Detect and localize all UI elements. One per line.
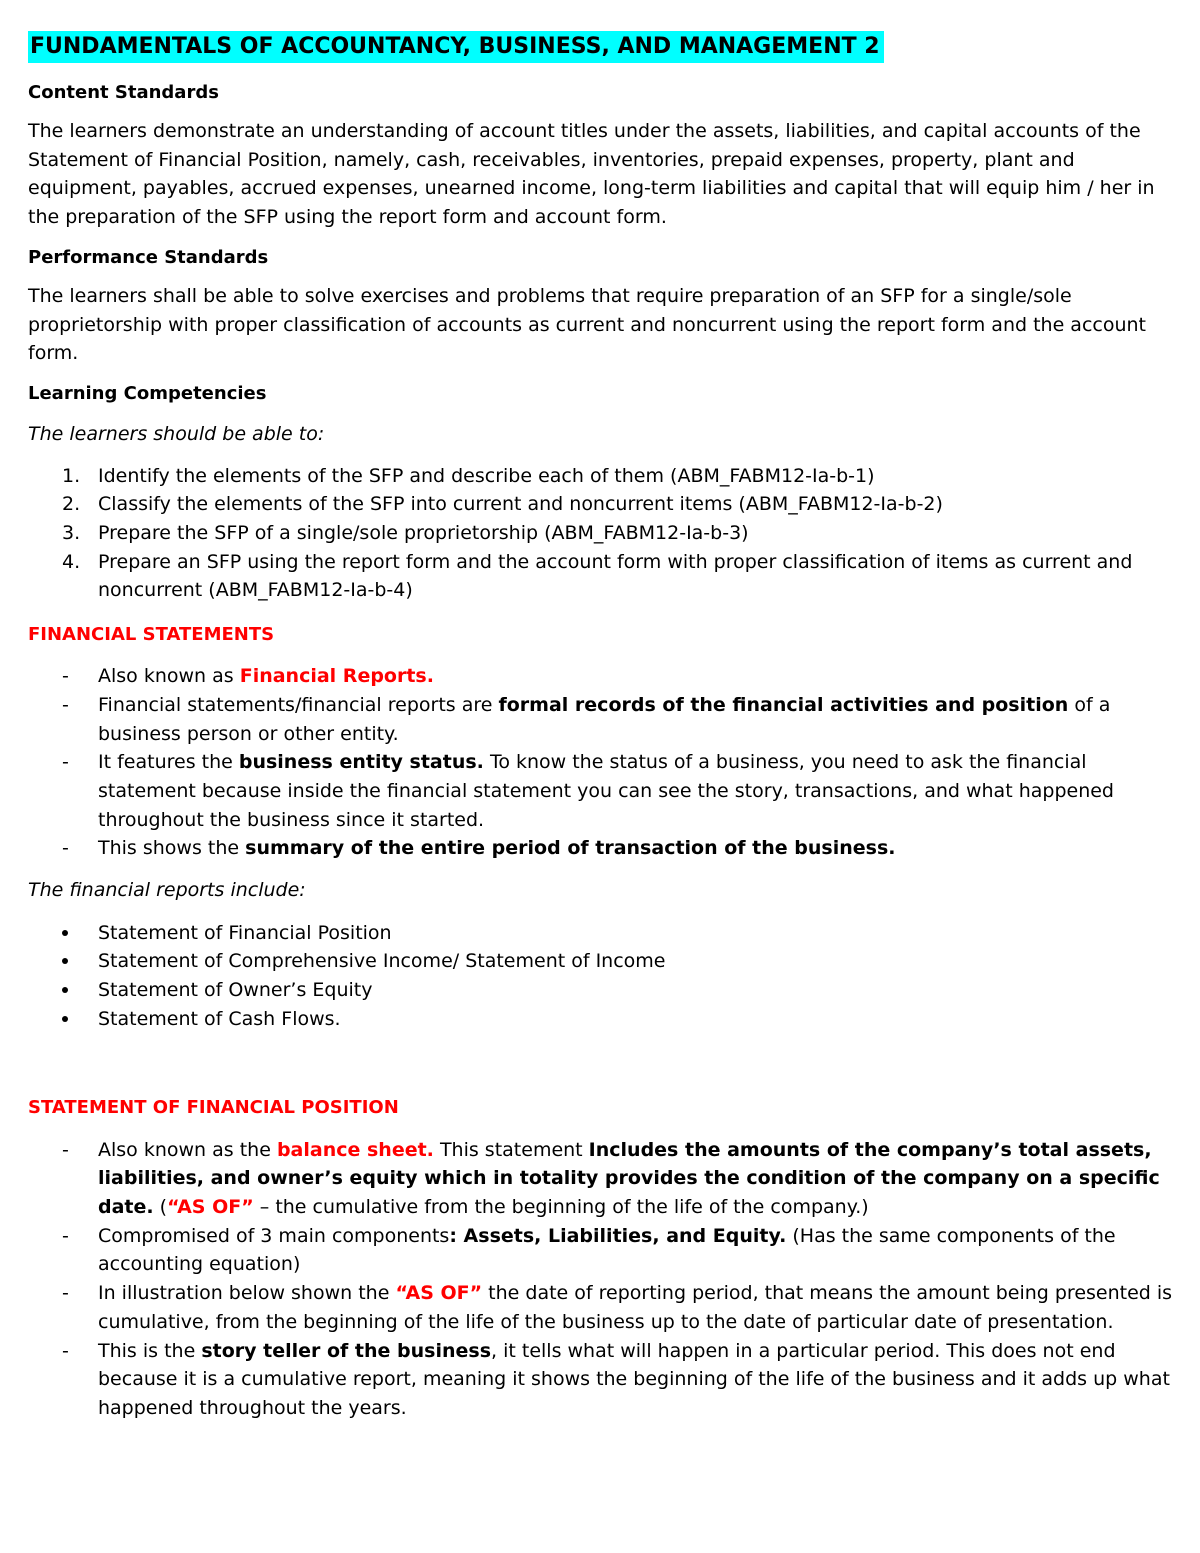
sfp-b1-as-of: “AS OF”	[167, 1195, 254, 1218]
sfp-b2-post: (Has the same components of the accounting equation)	[98, 1224, 1116, 1276]
performance-standards-heading: Performance Standards	[28, 246, 269, 268]
sfp-b1-open: (	[153, 1195, 168, 1218]
list-number: 2.	[62, 493, 81, 516]
list-item	[28, 1279, 1178, 1336]
fs-b4-bold: summary of the entire period of transaction of the business.	[245, 837, 896, 860]
performance-standards-text: The learners shall be able to solve exercises and problems that require preparation of an SFP for a single/sole proprietorship with proper classification of accounts as current and noncurrent using the report form and the account form.	[28, 284, 1147, 365]
document-page	[28, 31, 1178, 1423]
sfp-b1-post: – the cumulative from the beginning of the life of the company.)	[253, 1195, 869, 1218]
dash-marker: -	[62, 1282, 69, 1305]
list-number: 1.	[62, 464, 81, 487]
report-name: Statement of Cash Flows.	[98, 1007, 341, 1030]
sfp-b4-post: , it tells what will happen in a particular period. This does not end because it is a cumulative report, meaning it shows the beginning of the life of the business and it adds up what happened throughout the years.	[98, 1339, 1170, 1419]
competency-text: Prepare the SFP of a single/sole proprietorship (ABM_FABM12-Ia-b-3)	[98, 522, 749, 545]
list-item	[28, 519, 1178, 548]
list-item	[28, 834, 1178, 863]
financial-reports-list	[28, 919, 1178, 1034]
fs-b1-pre: Also known as	[98, 665, 240, 688]
dash-marker: -	[62, 665, 69, 688]
content-standards-text: The learners demonstrate an understanding of account titles under the assets, liabilities, and capital accounts of the Statement of Financial Position, namely, cash, receivables, inventories, prepaid expenses, property, plant and equipment, payables, accrued expenses, unearned income, long-term liabilities and capital that will equip him / her in the preparation of the SFP using the report form and account form.	[28, 120, 1155, 229]
sfp-b4-pre: This is the	[98, 1339, 202, 1362]
financial-statements-list	[28, 662, 1178, 863]
list-item	[28, 662, 1178, 691]
fs-b4-pre: This shows the	[98, 837, 246, 860]
list-item	[28, 691, 1178, 748]
dash-marker: -	[62, 1224, 69, 1247]
sfp-b1-highlight: balance sheet.	[276, 1138, 434, 1161]
list-item	[28, 919, 1178, 948]
dash-marker: -	[62, 1138, 69, 1161]
financial-reports-intro: The financial reports include:	[28, 879, 306, 902]
list-item	[28, 1222, 1178, 1279]
sfp-list	[28, 1136, 1178, 1423]
fs-b3-pre: It features the	[98, 751, 239, 774]
financial-statements-heading: FINANCIAL STATEMENTS	[28, 624, 275, 646]
list-number: 4.	[62, 550, 81, 573]
report-name: Statement of Comprehensive Income/ Statement of Income	[98, 950, 666, 973]
content-standards-heading: Content Standards	[28, 82, 219, 103]
list-item	[28, 1005, 1178, 1034]
sfp-b3-pre: In illustration below shown the	[98, 1282, 396, 1305]
sfp-b3-as-of: “AS OF”	[395, 1282, 483, 1305]
report-name: Statement of Owner’s Equity	[98, 979, 373, 1002]
list-number: 3.	[62, 522, 81, 545]
learning-competencies-heading: Learning Competencies	[28, 382, 267, 404]
report-name: Statement of Financial Position	[98, 921, 392, 944]
sfp-b1-pre: Also known as the	[98, 1138, 277, 1161]
sfp-b3-post: the date of reporting period, that means the amount being presented is cumulative, from the beginning of the life of the business up to the date of particular date of presentation.	[98, 1282, 1173, 1333]
sfp-heading: STATEMENT OF FINANCIAL POSITION	[28, 1096, 399, 1118]
fs-b2-bold: formal records of the financial activities and position	[498, 693, 1069, 716]
fs-b2-post: of a business person or other entity.	[98, 693, 1111, 745]
fs-b1-highlight: Financial Reports.	[239, 665, 434, 688]
dash-marker: -	[62, 837, 69, 860]
learning-competencies-intro: The learners should be able to:	[28, 422, 325, 445]
sfp-b1-mid: This statement	[433, 1138, 589, 1161]
list-item	[28, 1136, 1178, 1222]
list-item	[28, 548, 1178, 605]
dash-marker: -	[62, 1339, 69, 1362]
list-item	[28, 976, 1178, 1005]
competencies-list	[28, 462, 1178, 606]
fs-b3-bold: business entity status.	[238, 751, 484, 774]
fs-b3-post: To know the status of a business, you need to ask the financial statement because inside the financial statement you can see the story, transactions, and what happened throughout the business since it started.	[98, 751, 1114, 831]
sfp-b2-pre: Compromised of 3 main components	[98, 1224, 450, 1247]
sfp-b4-bold: story teller of the business	[201, 1339, 492, 1362]
sfp-b2-bold: : Assets, Liabilities, and Equity.	[449, 1224, 787, 1247]
bullet-icon	[62, 958, 68, 964]
bullet-icon	[62, 987, 68, 993]
competency-text: Classify the elements of the SFP into current and noncurrent items (ABM_FABM12-Ia-b-2)	[98, 493, 943, 516]
list-item	[28, 1337, 1178, 1423]
dash-marker: -	[62, 693, 69, 716]
list-item	[28, 947, 1178, 976]
fs-b2-pre: Financial statements/financial reports are	[98, 693, 499, 716]
dash-marker: -	[62, 751, 69, 774]
list-item	[28, 490, 1178, 519]
list-item	[28, 462, 1178, 491]
competency-text: Prepare an SFP using the report form and the account form with proper classification of items as current and noncurrent (ABM_FABM12-Ia-b-4)	[98, 550, 1133, 602]
bullet-icon	[62, 930, 68, 936]
document-title: FUNDAMENTALS OF ACCOUNTANCY, BUSINESS, AND MANAGEMENT 2	[28, 31, 884, 63]
competency-text: Identify the elements of the SFP and describe each of them (ABM_FABM12-Ia-b-1)	[98, 464, 875, 487]
list-item	[28, 748, 1178, 834]
bullet-icon	[62, 1016, 68, 1022]
sfp-b1-bold: Includes the amounts of the company’s total assets, liabilities, and owner’s equity which in totality provides the condition of the company on a specific date.	[98, 1138, 1160, 1218]
